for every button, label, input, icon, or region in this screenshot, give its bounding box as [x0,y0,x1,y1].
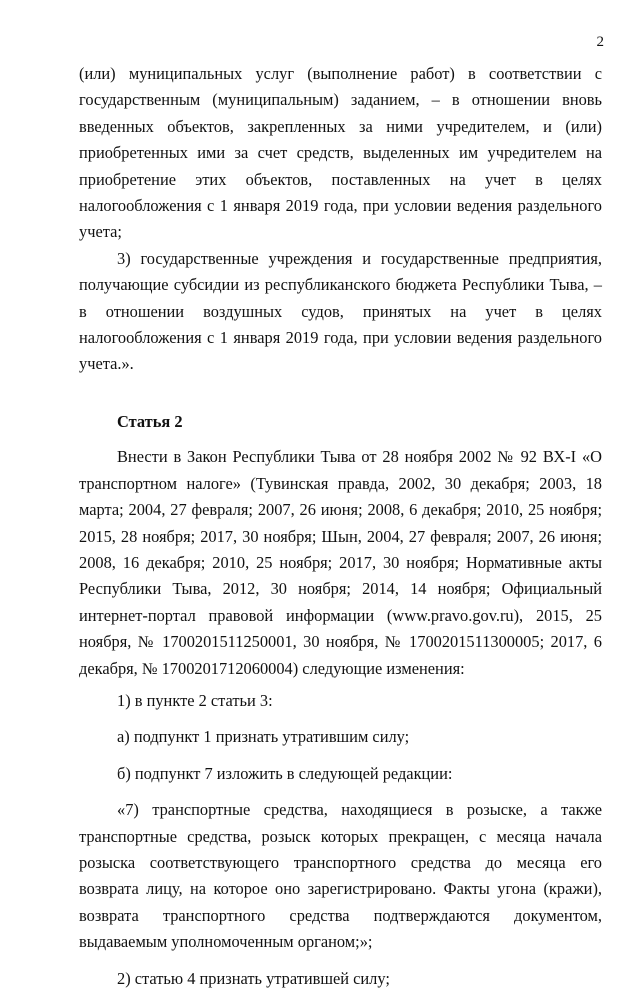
continuation-paragraph: (или) муниципальных услуг (выполнение работ) в соответствии с государственным (муниципальным) заданием, – в отношении вновь введенных объектов, закрепленных за ними учредителем, и (или) приобретенных ими за счет средств, выделенных им учредителем на приобретение этих объектов, поставленных на учет в целях налогообложения с 1 января 2019 года, при условии ведения раздельного учета; [79,64,602,242]
amendment-subitem-a: а) подпункт 1 признать утратившим силу; [117,727,410,747]
amendment-subitem-b: б) подпункт 7 изложить в следующей редакции: [117,763,453,783]
article-2-intro: Внести в Закон Республики Тыва от 28 ноября 2002 № 92 ВХ-I «О транспортном налоге» (Тувинская правда, 2002, 30 декабря; 2003, 18 марта; 2004, 27 февраля; 2007, 26 июня; 2008, 6 декабря; 2010, 25 ноября; 2015, 28 ноября; 2017, 30 ноября; Шын, 2004, 27 февраля; 2007, 26 июня; 2008, 16 декабря; 2010, 25 ноября; 2017, 30 ноября; Нормативные акты Республики Тыва, 2012, 30 ноября; 2014, 14 ноября; Официальный интернет-портал правовой информации (www.pravo.gov.ru), 2015, 25 ноября, № 1700201511250001, 30 ноября, № 1700201511300005; 2017, 6 декабря, № 1700201712060004) следующие изменения: [79,447,602,678]
amendment-item-1: 1) в пункте 2 статьи 3: [117,690,273,710]
article-2-heading: Статья 2 [117,411,183,431]
page-number: 2 [596,34,604,50]
amendment-subitem-7-text: «7) транспортные средства, находящиеся в розыске, а также транспортные средства, розыск которых прекращен, с месяца начала розыска соответствующего транспортного средства до месяца его возврата лицу, на которое оно зарегистрировано. Факты угона (кражи), возврата транспортного средства подтверждаются документом, выдаваемым уполномоченным органом;»; [79,800,602,952]
amendment-item-2: 2) статью 4 признать утратившей силу; [117,968,390,988]
document-body [79,61,602,992]
item-3-paragraph: 3) государственные учреждения и государственные предприятия, получающие субсидии из республиканского бюджета Республики Тыва, – в отношении воздушных судов, принятых на учет в целях налогообложения с 1 января 2019 года, при условии ведения раздельного учета.». [79,248,602,374]
section-spacer [79,378,602,409]
